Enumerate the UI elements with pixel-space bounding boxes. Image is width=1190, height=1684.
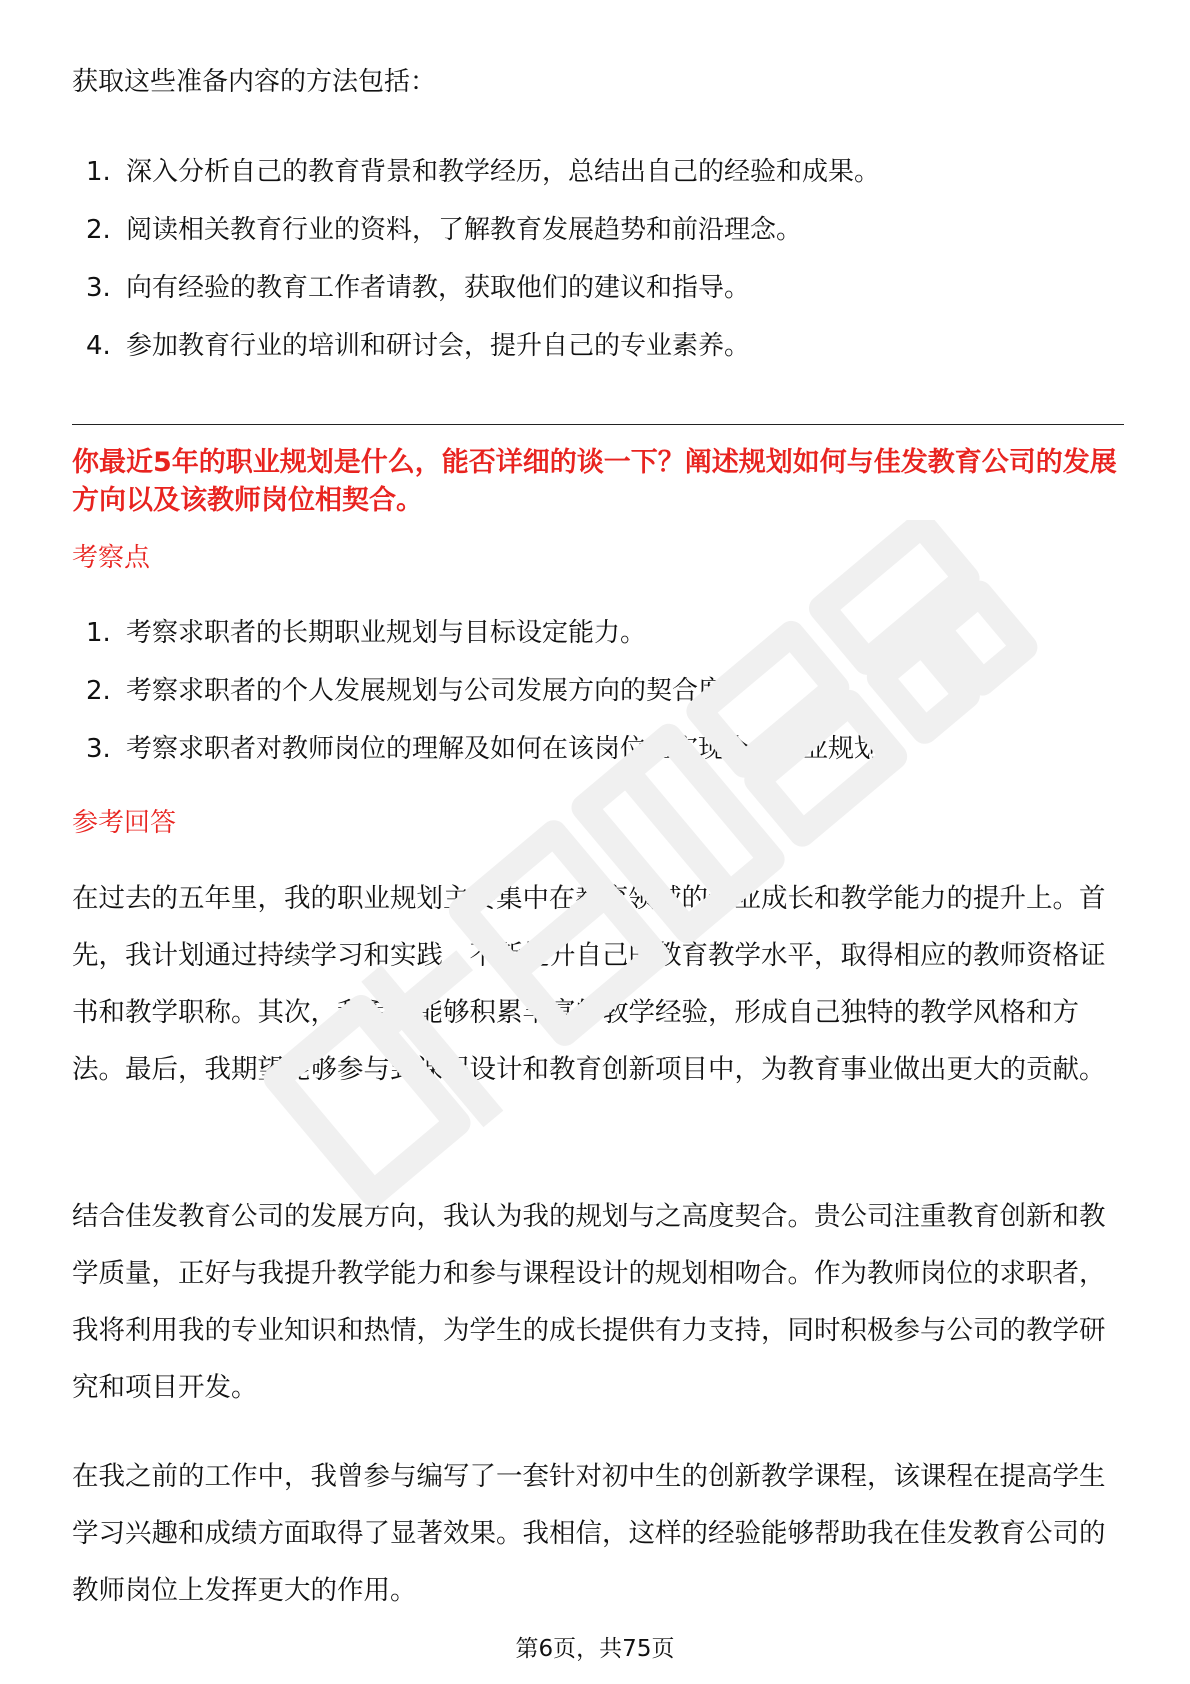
intro-text: 获取这些准备内容的方法包括： xyxy=(72,67,437,97)
list-item-number: 1. xyxy=(86,157,111,187)
answer-paragraph: 在我之前的工作中，我曾参与编写了一套针对初中生的创新教学课程，该课程在提高学生学习兴趣和成绩方面取得了显著效果。我相信，这样的经验能够帮助我在佳发教育公司的教师岗位上发挥更大的作用。 xyxy=(72,1461,1106,1606)
list-item xyxy=(72,729,906,787)
assessment-list xyxy=(72,613,906,787)
list-item-number: 2. xyxy=(86,215,111,245)
answer-heading: 参考回答 xyxy=(72,808,177,838)
list-item-text: 参加教育行业的培训和研讨会，提升自己的专业素养。 xyxy=(126,331,751,361)
list-item-number: 1. xyxy=(86,618,111,648)
list-item-text: 考察求职者的长期职业规划与目标设定能力。 xyxy=(126,618,647,648)
list-item-text: 阅读相关教育行业的资料，了解教育发展趋势和前沿理念。 xyxy=(126,215,803,245)
list-item-number: 2. xyxy=(86,676,111,706)
answer-paragraph: 在过去的五年里，我的职业规划主要集中在教育领域的专业成长和教学能力的提升上。首先，我计划通过持续学习和实践，不断提升自己的教育教学水平，取得相应的教师资格证书和教学职称。其次，我希望能够积累丰富的教学经验，形成自己独特的教学风格和方法。最后，我期望能够参与到课程设计和教育创新项目中，为教育事业做出更大的贡献。 xyxy=(72,883,1106,1085)
page-footer: 第6页，共75页 xyxy=(515,1636,675,1662)
list-item-text: 向有经验的教育工作者请教，获取他们的建议和指导。 xyxy=(126,273,751,303)
methods-list xyxy=(72,152,880,384)
list-item xyxy=(72,326,880,384)
list-item xyxy=(72,613,906,671)
list-item xyxy=(72,268,880,326)
list-item-text: 深入分析自己的教育背景和教学经历，总结出自己的经验和成果。 xyxy=(126,157,881,187)
list-item xyxy=(72,210,880,268)
list-item-number: 4. xyxy=(86,331,111,361)
section-divider xyxy=(72,424,1124,425)
list-item xyxy=(72,671,906,729)
list-item-text: 考察求职者的个人发展规划与公司发展方向的契合度。 xyxy=(126,676,751,706)
list-item-number: 3. xyxy=(86,734,111,764)
interview-question: 你最近5年的职业规划是什么，能否详细的谈一下？阐述规划如何与佳发教育公司的发展方向以及该教师岗位相契合。 xyxy=(72,447,1117,516)
list-item-number: 3. xyxy=(86,273,111,303)
assessment-heading: 考察点 xyxy=(72,543,151,573)
list-item xyxy=(72,152,880,210)
answer-paragraph: 结合佳发教育公司的发展方向，我认为我的规划与之高度契合。贵公司注重教育创新和教学质量，正好与我提升教学能力和参与课程设计的规划相吻合。作为教师岗位的求职者，我将利用我的专业知识和热情，为学生的成长提供有力支持，同时积极参与公司的教学研究和项目开发。 xyxy=(72,1201,1106,1403)
list-item-text: 考察求职者对教师岗位的理解及如何在该岗位上实现个人职业规划。 xyxy=(126,734,907,764)
